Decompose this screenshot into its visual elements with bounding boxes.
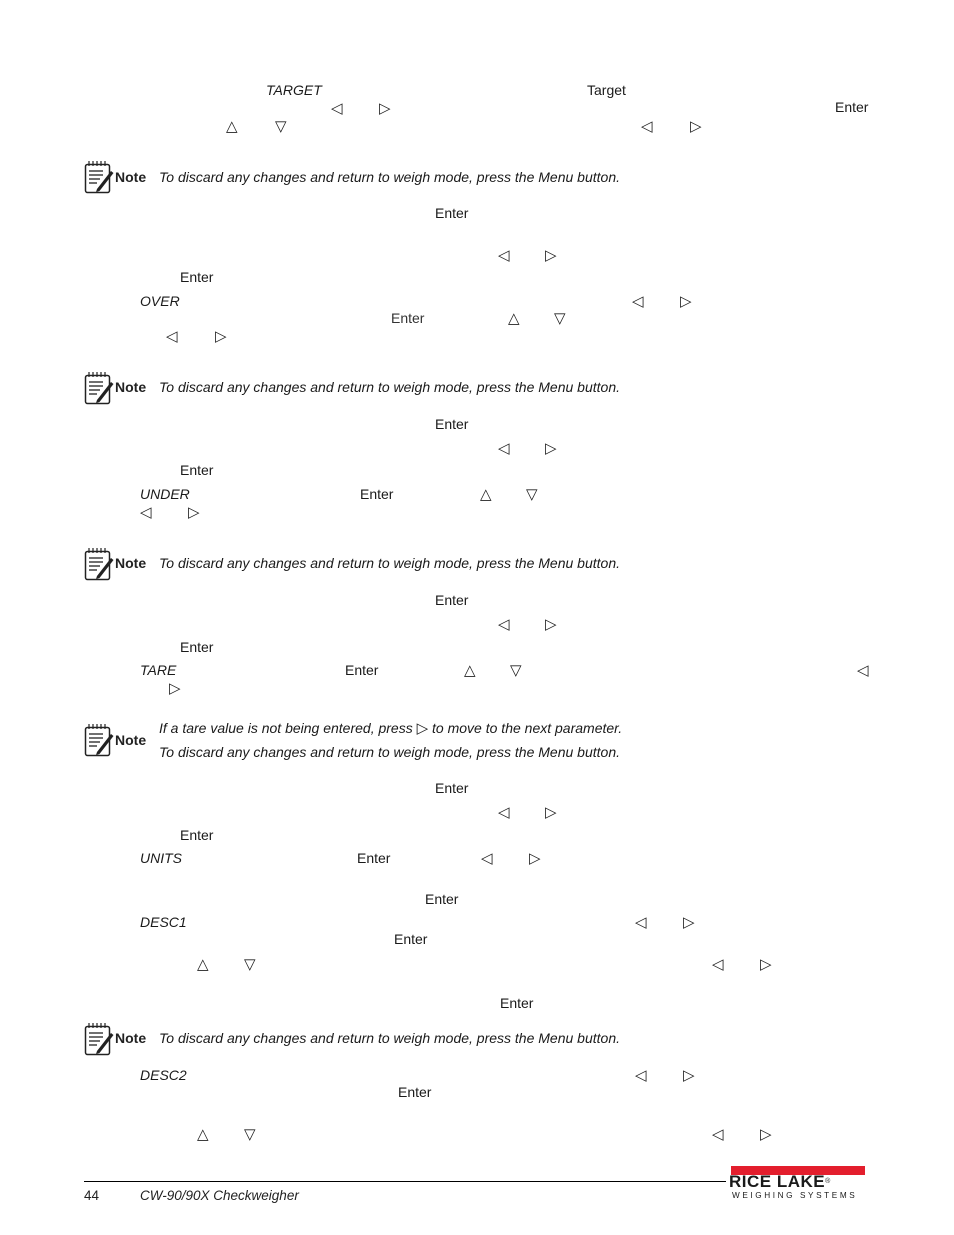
left-arrow-icon: ◁ (498, 616, 510, 633)
left-arrow-icon: ◁ (498, 247, 510, 264)
up-arrow-icon: △ (226, 118, 238, 135)
note-label: Note (115, 555, 147, 571)
left-arrow-icon: ◁ (166, 328, 178, 345)
enter-key-label: Enter (435, 780, 469, 796)
units-param-label: UNITS (140, 850, 182, 866)
up-arrow-icon: △ (508, 310, 520, 327)
right-arrow-icon: ▷ (545, 440, 557, 457)
enter-key-label: Enter (180, 269, 214, 285)
left-arrow-icon: ◁ (641, 118, 653, 135)
right-arrow-icon: ▷ (760, 956, 772, 973)
up-arrow-icon: △ (197, 956, 209, 973)
enter-key-label: Enter (345, 662, 379, 678)
left-arrow-icon: ◁ (857, 662, 869, 679)
left-arrow-icon: ◁ (712, 1126, 724, 1143)
target-param-label: TARGET (266, 82, 322, 98)
footer-rule (84, 1181, 726, 1182)
enter-key-label: Enter (435, 205, 469, 221)
enter-key-label: Enter (180, 639, 214, 655)
note-label: Note (115, 732, 147, 748)
note-pad-icon (84, 723, 114, 757)
enter-key-label: Enter (500, 995, 534, 1011)
enter-key-label: Enter (180, 827, 214, 843)
enter-key-label: Enter (357, 850, 391, 866)
down-arrow-icon: ▽ (275, 118, 287, 135)
enter-key-label: Enter (435, 592, 469, 608)
note-pad-icon (84, 1022, 114, 1056)
note-pad-icon (84, 371, 114, 405)
up-arrow-icon: △ (480, 486, 492, 503)
company-logo (729, 1173, 869, 1191)
note-text: To discard any changes and return to weigh mode, press the Menu button. (159, 169, 620, 185)
note-label: Note (115, 1030, 147, 1046)
page-number: 44 (84, 1188, 100, 1203)
note-pad-icon (84, 547, 114, 581)
note-text-tare (159, 720, 622, 737)
left-arrow-icon: ◁ (498, 440, 510, 457)
note-text-tare-post: to move to the next parameter. (432, 720, 623, 736)
right-arrow-icon: ▷ (416, 720, 429, 737)
down-arrow-icon: ▽ (554, 310, 566, 327)
down-arrow-icon: ▽ (244, 1126, 256, 1143)
note-text: To discard any changes and return to weigh mode, press the Menu button. (159, 555, 620, 571)
right-arrow-icon: ▷ (545, 247, 557, 264)
note-pad-icon (84, 160, 114, 194)
right-arrow-icon: ▷ (379, 100, 391, 117)
enter-key-label: Enter (435, 416, 469, 432)
left-arrow-icon: ◁ (481, 850, 493, 867)
enter-key-label: Enter (391, 310, 425, 326)
desc1-param-label: DESC1 (140, 914, 187, 930)
logo-tagline: WEIGHING SYSTEMS (732, 1191, 858, 1200)
doc-title: CW-90/90X Checkweigher (140, 1188, 299, 1203)
left-arrow-icon: ◁ (140, 504, 152, 521)
down-arrow-icon: ▽ (510, 662, 522, 679)
left-arrow-icon: ◁ (632, 293, 644, 310)
right-arrow-icon: ▷ (529, 850, 541, 867)
note-text: To discard any changes and return to weigh mode, press the Menu button. (159, 744, 620, 760)
note-text: To discard any changes and return to weigh mode, press the Menu button. (159, 379, 620, 395)
note-text: To discard any changes and return to weigh mode, press the Menu button. (159, 1030, 620, 1046)
right-arrow-icon: ▷ (760, 1126, 772, 1143)
right-arrow-icon: ▷ (683, 1067, 695, 1084)
down-arrow-icon: ▽ (526, 486, 538, 503)
note-label: Note (115, 379, 147, 395)
enter-key-label: Enter (425, 891, 459, 907)
up-arrow-icon: △ (197, 1126, 209, 1143)
left-arrow-icon: ◁ (635, 914, 647, 931)
left-arrow-icon: ◁ (635, 1067, 647, 1084)
left-arrow-icon: ◁ (712, 956, 724, 973)
right-arrow-icon: ▷ (683, 914, 695, 931)
target-key-label: Target (587, 82, 626, 98)
note-label: Note (115, 169, 147, 185)
right-arrow-icon: ▷ (690, 118, 702, 135)
note-text-tare-pre: If a tare value is not being entered, press (159, 720, 413, 736)
right-arrow-icon: ▷ (545, 804, 557, 821)
enter-key-label: Enter (398, 1084, 432, 1100)
over-param-label: OVER (140, 293, 180, 309)
logo-registered-mark: ® (825, 1178, 831, 1185)
right-arrow-icon: ▷ (215, 328, 227, 345)
left-arrow-icon: ◁ (331, 100, 343, 117)
enter-key-label: Enter (835, 99, 869, 115)
logo-name: RICE LAKE (729, 1172, 826, 1191)
right-arrow-icon: ▷ (545, 616, 557, 633)
right-arrow-icon: ▷ (680, 293, 692, 310)
tare-param-label: TARE (140, 662, 177, 678)
desc2-param-label: DESC2 (140, 1067, 187, 1083)
enter-key-label: Enter (394, 931, 428, 947)
enter-key-label: Enter (180, 462, 214, 478)
right-arrow-icon: ▷ (169, 680, 181, 697)
left-arrow-icon: ◁ (498, 804, 510, 821)
down-arrow-icon: ▽ (244, 956, 256, 973)
right-arrow-icon: ▷ (188, 504, 200, 521)
enter-key-label: Enter (360, 486, 394, 502)
up-arrow-icon: △ (464, 662, 476, 679)
under-param-label: UNDER (140, 486, 190, 502)
